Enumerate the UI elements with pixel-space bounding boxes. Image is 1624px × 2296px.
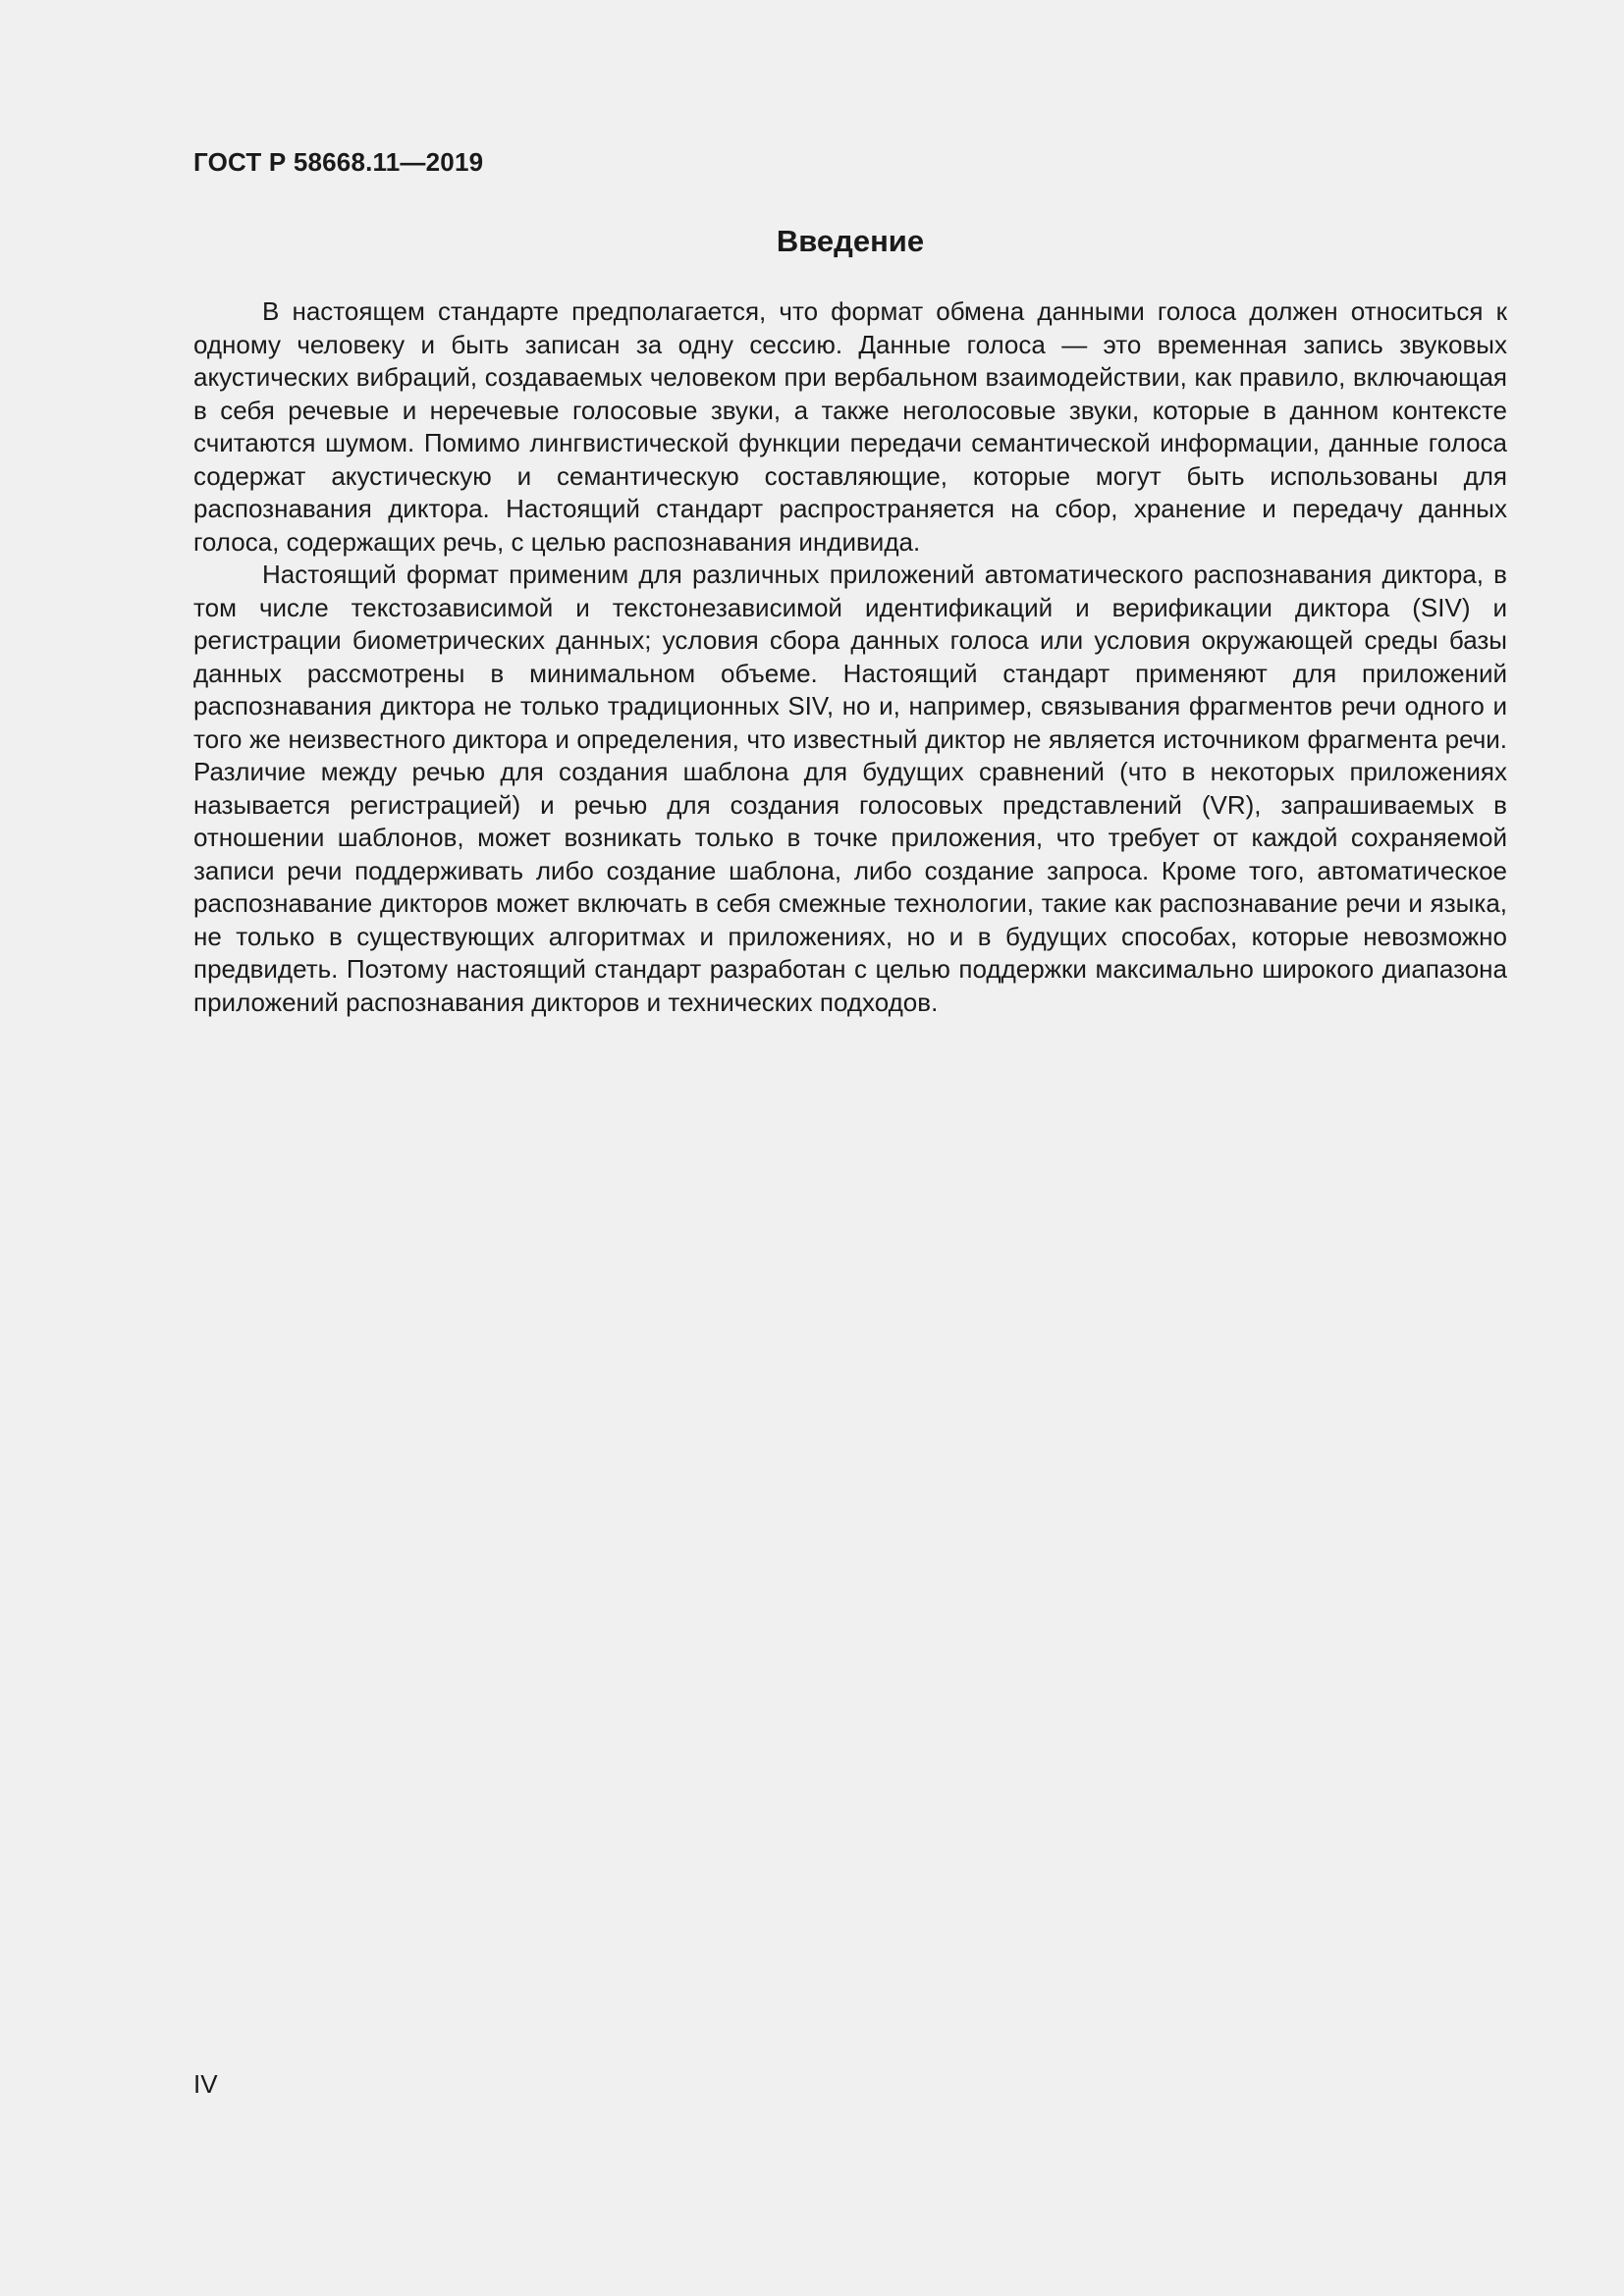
section-title: Введение — [776, 224, 925, 258]
paragraph: В настоящем стандарте предполагается, что формат обмена данными голоса должен относиться к одному человеку и быть записан за одну сессию. Данные голоса — это временная запись звуковых акустических вибраций, создаваемых человеком при вербальном взаимодействии, как правило, включающая в себя речевые и неречевые голосовые звуки, а также неголосовые звуки, которые в данном контексте считаются шумом. Помимо лингвистической функции передачи семантической информации, данные голоса содержат акустическую и семантическую составляющие, которые могут быть использованы для распознавания диктора. Настоящий стандарт распространяется на сбор, хранение и передачу данных голоса, содержащих речь, с целью распознавания индивида. — [193, 296, 1507, 557]
document-header: ГОСТ Р 58668.11—2019 — [193, 147, 484, 177]
body-text — [193, 295, 1507, 1019]
paragraph: Настоящий формат применим для различных приложений автоматического распознавания диктора, в том числе текстозависимой и текстонезависимой идентификаций и верификации диктора (SIV) и регистрации биометрических данных; условия сбора данных голоса или условия окружающей среды базы данных рассмотрены в минимальном объеме. Настоящий стандарт применяют для приложений распознавания диктора не только традиционных SIV, но и, например, связывания фрагментов речи одного и того же неизвестного диктора и определения, что известный диктор не является источником фрагмента речи. Различие между речью для создания шаблона для будущих сравнений (что в некоторых приложениях называется регистрацией) и речью для создания голосовых представлений (VR), запрашиваемых в отношении шаблонов, может возникать только в точке приложения, что требует от каждой сохраняемой записи речи поддерживать либо создание шаблона, либо создание запроса. Кроме того, автоматическое распознавание дикторов может включать в себя смежные технологии, такие как распознавание речи и языка, не только в существующих алгоритмах и приложениях, но и в будущих способах, которые невозможно предвидеть. Поэтому настоящий стандарт разработан с целью поддержки максимально широкого диапазона приложений распознавания дикторов и технических подходов. — [193, 560, 1507, 1017]
page-number: IV — [193, 2069, 218, 2099]
